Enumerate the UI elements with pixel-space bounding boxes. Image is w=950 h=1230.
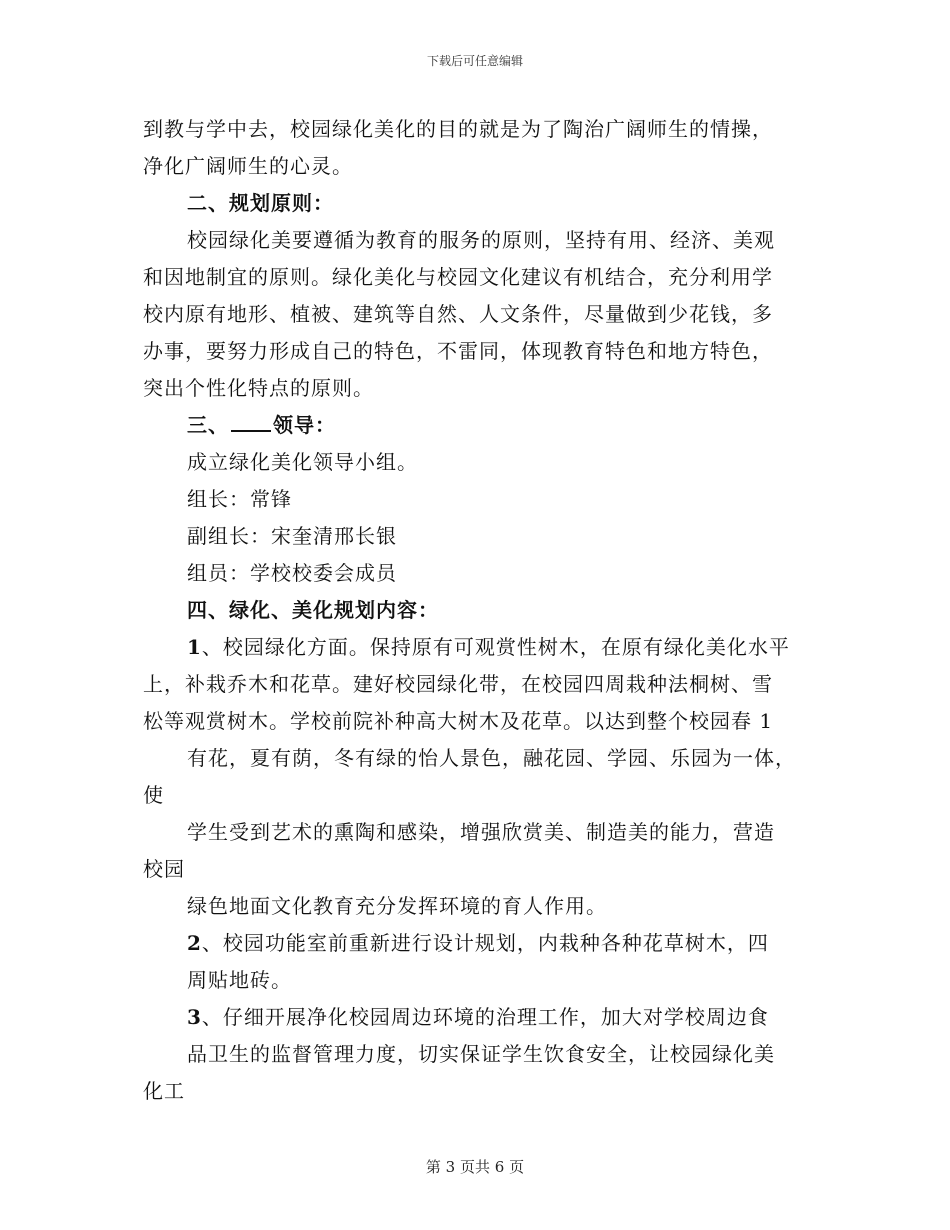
list-item-line <box>187 1004 769 1030</box>
page-footer: 第 3 页共 6 页 <box>425 1158 525 1176</box>
paragraph-line: 办事，要努力形成自己的特色，不雷同，体现教育特色和地方特色， <box>143 339 773 363</box>
paragraph-line: 突出个性化特点的原则。 <box>143 376 374 400</box>
paragraph-line: 副组长：宋奎清邢长银 <box>187 524 397 548</box>
section-heading: 四、绿化、美化规划内容： <box>187 598 439 622</box>
paragraph-line: 有花，夏有荫，冬有绿的怡人景色，融花园、学园、乐园为一体， <box>187 746 796 770</box>
paragraph-line: 到教与学中去，校园绿化美化的目的就是为了陶治广阔师生的情操， <box>143 117 773 141</box>
section-heading: 二、规划原则： <box>187 191 334 215</box>
paragraph-line: 上，补栽乔木和花草。建好校园绿化带，在校园四周栽种法桐树、雪 <box>143 672 773 696</box>
paragraph-line: 成立绿化美化领导小组。 <box>187 450 418 474</box>
paragraph-line: 周贴地砖。 <box>187 968 292 992</box>
list-text: 、校园功能室前重新进行设计规划，内栽种各种花草树木，四 <box>201 931 769 955</box>
paragraph-line: 净化广阔师生的心灵。 <box>143 154 353 178</box>
list-number: 3 <box>187 1005 202 1029</box>
list-text: 、仔细开展净化校园周边环境的治理工作，加大对学校周边食 <box>201 1005 769 1029</box>
list-number: 2 <box>187 931 202 955</box>
paragraph-line: 校园 <box>143 857 185 881</box>
list-text: 、校园绿化方面。保持原有可观赏性树木，在原有绿化美化水平 <box>201 635 790 659</box>
paragraph-line: 化工 <box>143 1079 185 1103</box>
paragraph-line: 松等观赏树木。学校前院补种高大树木及花草。以达到整个校园春 1 <box>143 709 774 733</box>
paragraph-line: 组员：学校校委会成员 <box>187 561 397 585</box>
heading-prefix: 三、 <box>187 413 229 437</box>
paragraph-line: 学生受到艺术的熏陶和感染，增强欣赏美、制造美的能力，营造 <box>187 820 775 844</box>
paragraph-line: 和因地制宜的原则。绿化美化与校园文化建议有机结合，充分利用学 <box>143 265 773 289</box>
heading-suffix: 领导： <box>273 413 336 437</box>
paragraph-line: 校园绿化美要遵循为教育的服务的原则，坚持有用、经济、美观 <box>187 228 775 252</box>
paragraph-line: 品卫生的监督管理力度，切实保证学生饮食安全，让校园绿化美 <box>187 1042 775 1066</box>
paragraph-line: 组长：常锋 <box>187 487 292 511</box>
list-item-line <box>187 930 769 956</box>
list-item-line <box>187 634 790 660</box>
section-heading <box>187 412 336 438</box>
paragraph-line: 使 <box>143 783 164 807</box>
page-header: 下载后可任意编辑 <box>426 54 523 68</box>
blank-underline <box>231 412 271 432</box>
list-number: 1 <box>187 635 202 659</box>
paragraph-line: 绿色地面文化教育充分发挥环境的育人作用。 <box>187 894 607 918</box>
paragraph-line: 校内原有地形、植被、建筑等自然、人文条件，尽量做到少花钱，多 <box>143 302 773 326</box>
